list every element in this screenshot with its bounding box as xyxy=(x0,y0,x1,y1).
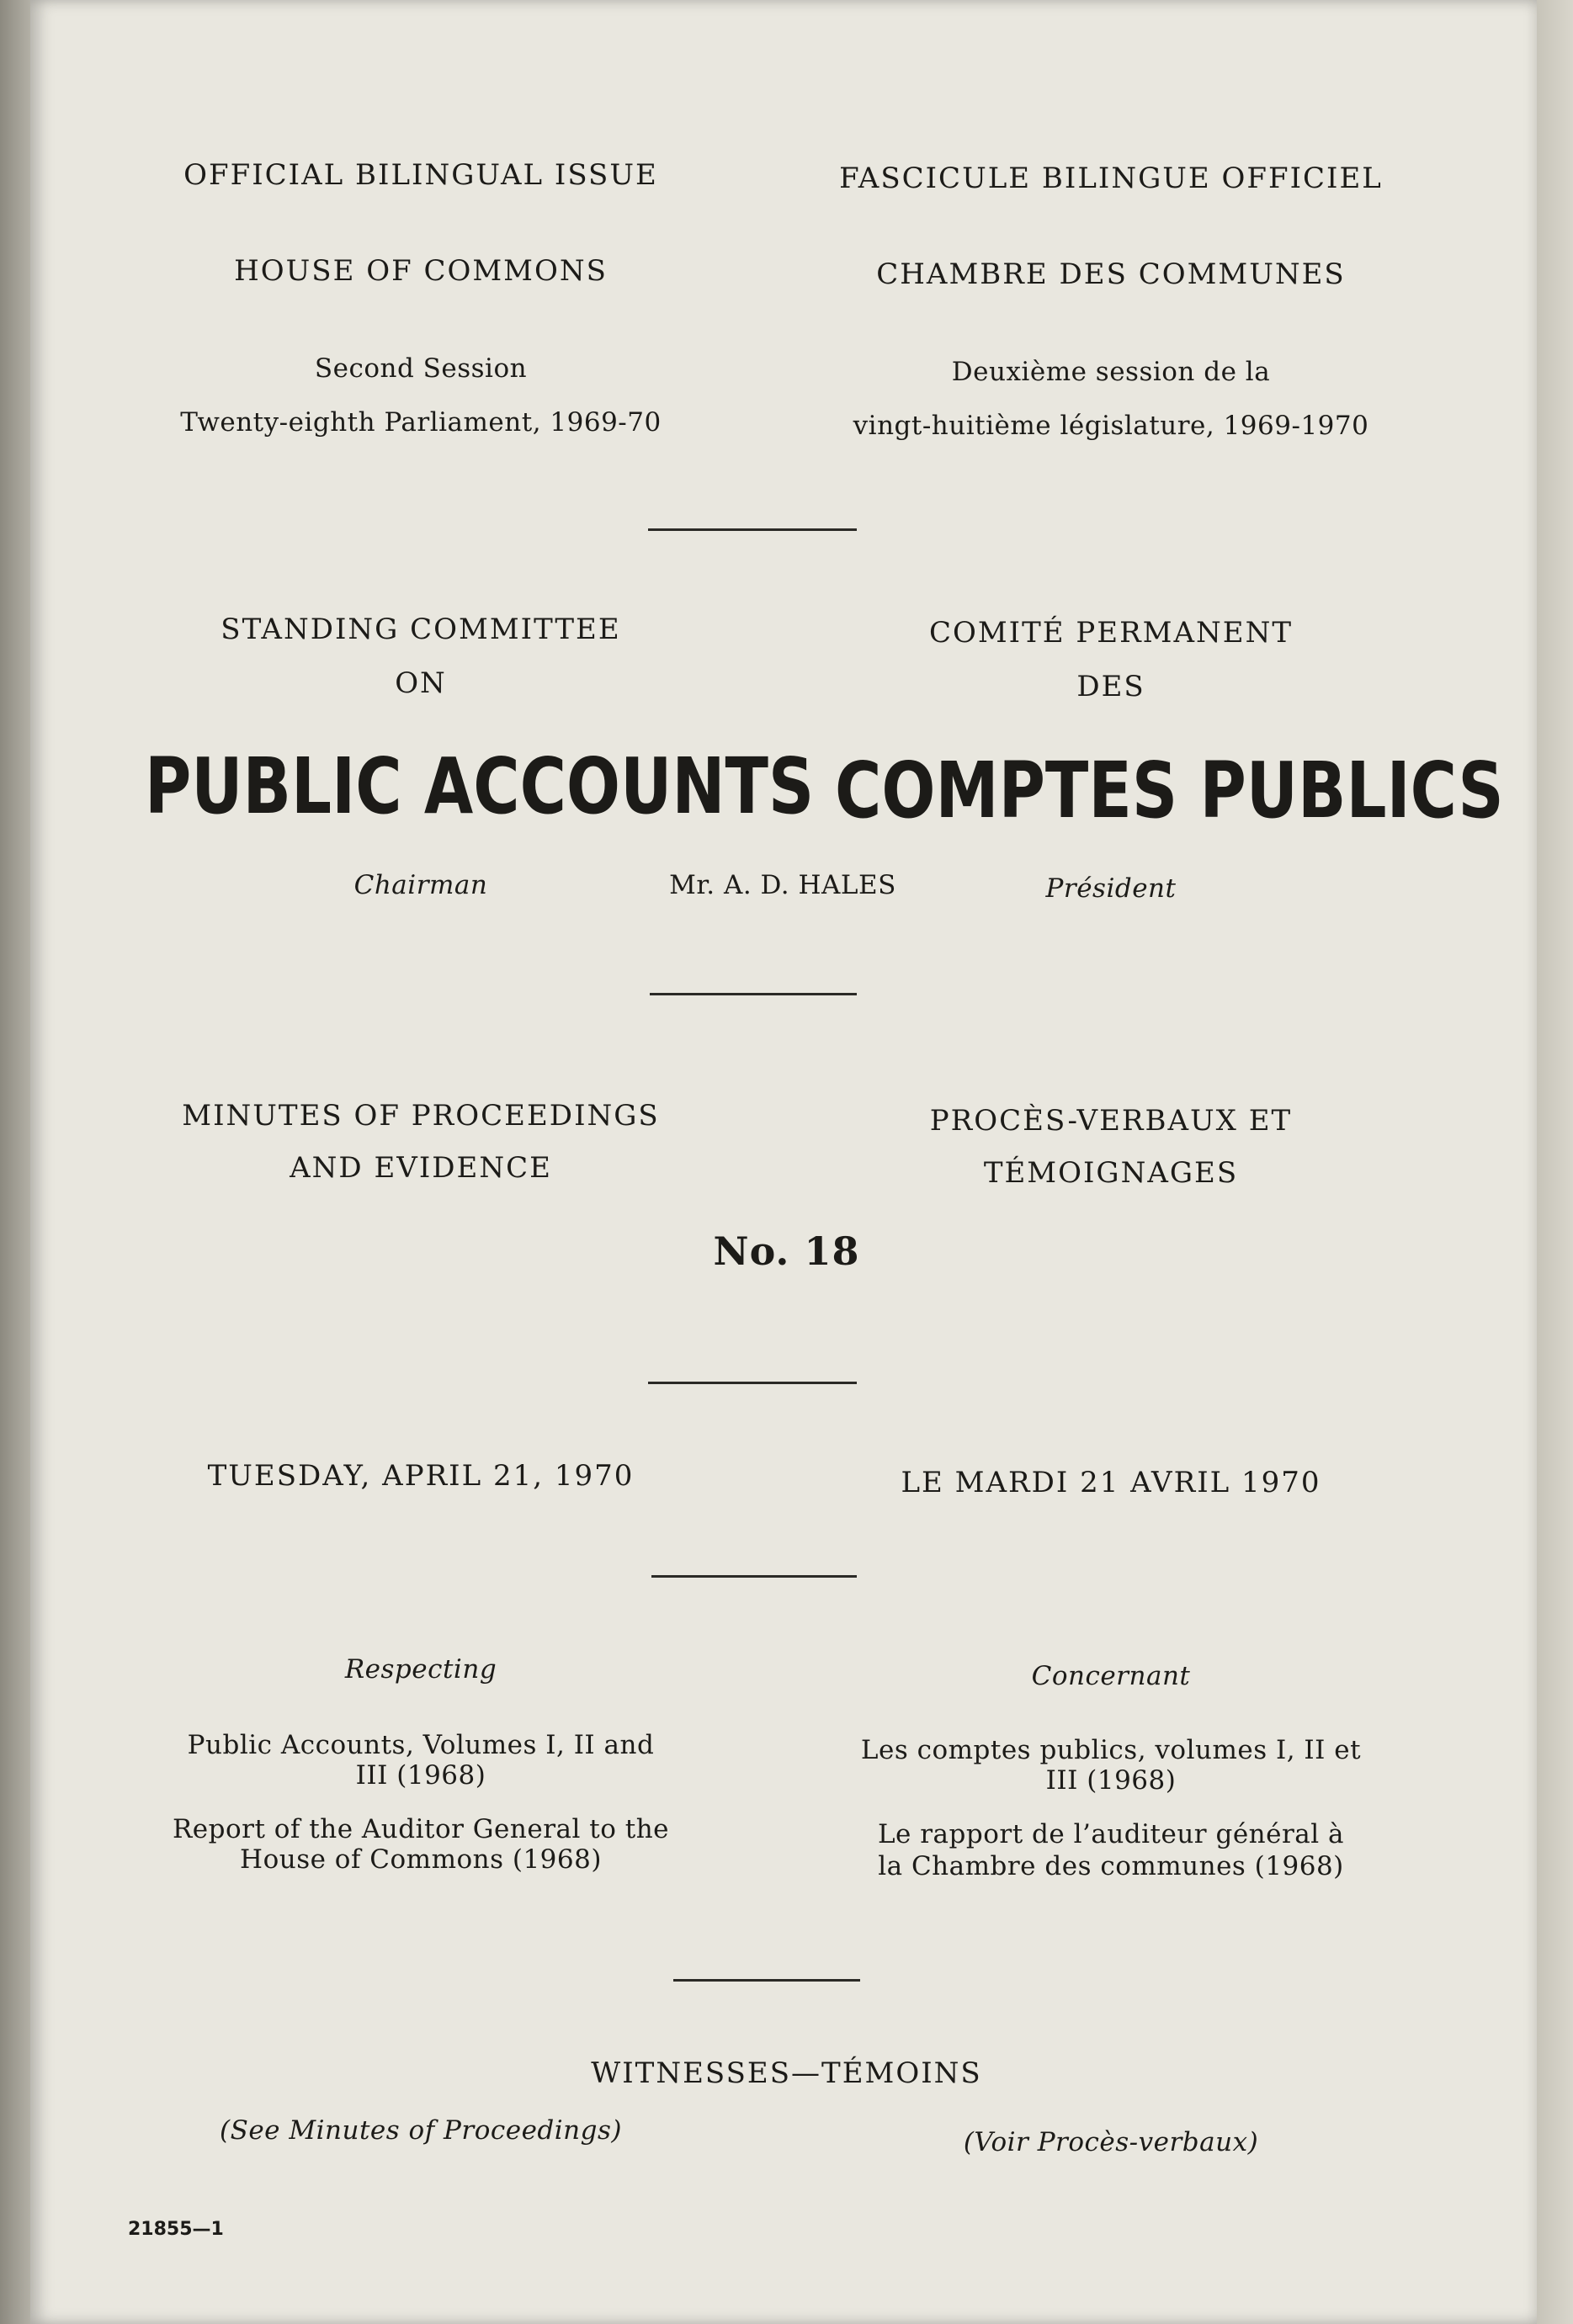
proceedings-en-line2: AND EVIDENCE xyxy=(290,1151,552,1185)
witnesses-heading: WITNESSES—TÉMOINS xyxy=(591,2056,982,2090)
print-code: 21855—1 xyxy=(128,2219,224,2240)
chairman-label-fr: Président xyxy=(1045,873,1177,904)
proceedings-fr-line1: PROCÈS-VERBAUX ET xyxy=(929,1104,1293,1138)
subject-en-item1-line2: III (1968) xyxy=(355,1760,486,1791)
session-en-line2: Twenty-eighth Parliament, 1969-70 xyxy=(180,407,662,438)
proceedings-fr-line2: TÉMOIGNAGES xyxy=(983,1156,1239,1190)
committee-line2-en: ON xyxy=(395,666,447,700)
subject-fr-item2-line2: la Chambre des communes (1968) xyxy=(878,1851,1344,1881)
proceedings-en-line1: MINUTES OF PROCEEDINGS xyxy=(182,1099,660,1133)
subject-fr-item1-line1: Les comptes publics, volumes I, II et xyxy=(860,1735,1362,1765)
date-en: TUESDAY, APRIL 21, 1970 xyxy=(207,1459,635,1493)
house-fr: CHAMBRE DES COMMUNES xyxy=(876,257,1346,291)
witnesses-note-en: (See Minutes of Proceedings) xyxy=(220,2115,622,2146)
respecting-label: Respecting xyxy=(344,1654,497,1685)
subject-en-item1-line1: Public Accounts, Volumes I, II and xyxy=(187,1730,655,1760)
session-en-line1: Second Session xyxy=(314,353,528,384)
chairman-name: Mr. A. D. HALES xyxy=(669,870,896,900)
committee-title-en: PUBLIC ACCOUNTS xyxy=(145,741,815,831)
divider-rule-1 xyxy=(648,528,857,531)
divider-rule-5 xyxy=(673,1979,860,1982)
committee-line1-en: STANDING COMMITTEE xyxy=(221,613,621,646)
subject-en-item2-line1: Report of the Auditor General to the xyxy=(172,1814,670,1844)
issue-title-en: OFFICIAL BILINGUAL ISSUE xyxy=(183,158,658,192)
issue-title-fr: FASCICULE BILINGUE OFFICIEL xyxy=(839,162,1383,195)
chairman-label-en: Chairman xyxy=(353,870,488,900)
committee-line1-fr: COMITÉ PERMANENT xyxy=(928,616,1294,650)
committee-line2-fr: DES xyxy=(1076,670,1145,703)
issue-number: No. 18 xyxy=(713,1228,860,1274)
date-fr: LE MARDI 21 AVRIL 1970 xyxy=(901,1466,1321,1499)
concernant-label: Concernant xyxy=(1031,1661,1191,1691)
session-fr-line2: vingt-huitième législature, 1969-1970 xyxy=(853,411,1369,441)
session-fr-line1: Deuxième session de la xyxy=(951,357,1271,387)
divider-rule-2 xyxy=(650,993,857,995)
committee-title-fr: COMPTES PUBLICS xyxy=(835,745,1504,836)
witnesses-note-fr: (Voir Procès-verbaux) xyxy=(963,2127,1259,2157)
divider-rule-3 xyxy=(648,1382,857,1384)
page-right-edge xyxy=(1537,0,1573,2324)
page-left-edge xyxy=(0,0,30,2324)
subject-fr-item1-line2: III (1968) xyxy=(1045,1765,1177,1796)
subject-en-item2-line2: House of Commons (1968) xyxy=(240,1844,602,1875)
divider-rule-4 xyxy=(651,1575,857,1578)
subject-fr-item2-line1: Le rapport de l’auditeur général à xyxy=(877,1819,1345,1849)
house-en: HOUSE OF COMMONS xyxy=(234,254,608,288)
